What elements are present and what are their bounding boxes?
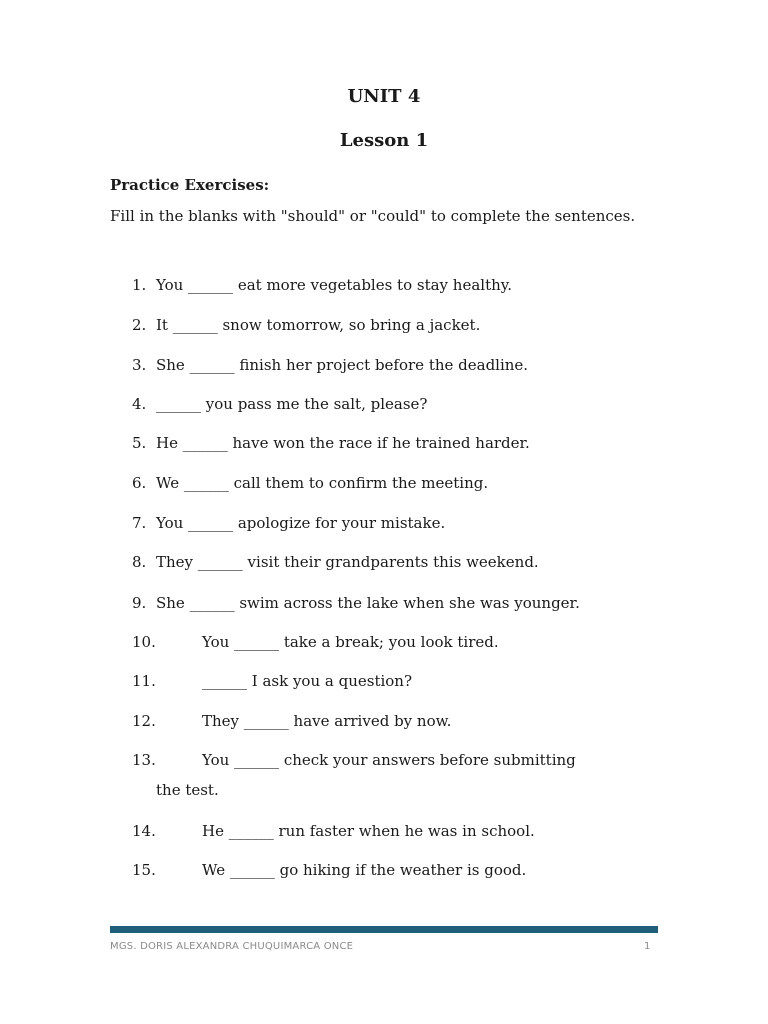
lesson-title: Lesson 1 [339, 130, 429, 151]
exercise-number: 8. [132, 553, 147, 571]
exercise-text: He ______ have won the race if he trained harder. [156, 434, 530, 452]
exercise-number: 9. [132, 594, 147, 612]
exercise-text: You ______ check your answers before submitting [202, 751, 576, 769]
exercise-number: 3. [132, 356, 147, 374]
exercise-number: 13. [132, 751, 156, 769]
exercise-number: 6. [132, 474, 147, 492]
exercise-number: 11. [132, 672, 156, 690]
exercise-text: ______ you pass me the salt, please? [156, 395, 428, 413]
exercise-number: 2. [132, 316, 147, 334]
exercise-text: They ______ have arrived by now. [202, 712, 452, 730]
exercise-number: 1. [132, 276, 147, 294]
exercise-number: 15. [132, 861, 156, 879]
exercise-text: You ______ eat more vegetables to stay healthy. [156, 276, 513, 294]
unit-title: UNIT 4 [347, 86, 421, 107]
exercise-text: ______ I ask you a question? [202, 672, 412, 690]
exercise-number: 4. [132, 395, 147, 413]
instructions: Fill in the blanks with "should" or "could" to complete the sentences. [110, 207, 636, 225]
exercise-text: It ______ snow tomorrow, so bring a jacket. [156, 316, 481, 334]
exercise-text: They ______ visit their grandparents this weekend. [156, 553, 539, 571]
section-heading: Practice Exercises: [110, 176, 270, 194]
exercise-text-continuation: the test. [156, 781, 219, 799]
exercise-item [110, 745, 660, 805]
exercise-text: You ______ take a break; you look tired. [202, 633, 499, 651]
page-number: 1 [644, 941, 651, 952]
exercise-text: We ______ call them to confirm the meeting. [156, 474, 489, 492]
exercise-text: You ______ apologize for your mistake. [156, 514, 446, 532]
exercise-text: We ______ go hiking if the weather is good. [202, 861, 527, 879]
exercise-number: 5. [132, 434, 147, 452]
exercise-number: 12. [132, 712, 156, 730]
footer-divider [110, 926, 658, 933]
exercise-number: 14. [132, 822, 156, 840]
exercise-text: He ______ run faster when he was in school. [202, 822, 535, 840]
exercise-number: 7. [132, 514, 147, 532]
footer-author: MGS. DORIS ALEXANDRA CHUQUIMARCA ONCE [110, 941, 354, 952]
exercise-text: She ______ finish her project before the deadline. [156, 356, 529, 374]
exercise-text: She ______ swim across the lake when she was younger. [156, 594, 580, 612]
exercise-number: 10. [132, 633, 156, 651]
